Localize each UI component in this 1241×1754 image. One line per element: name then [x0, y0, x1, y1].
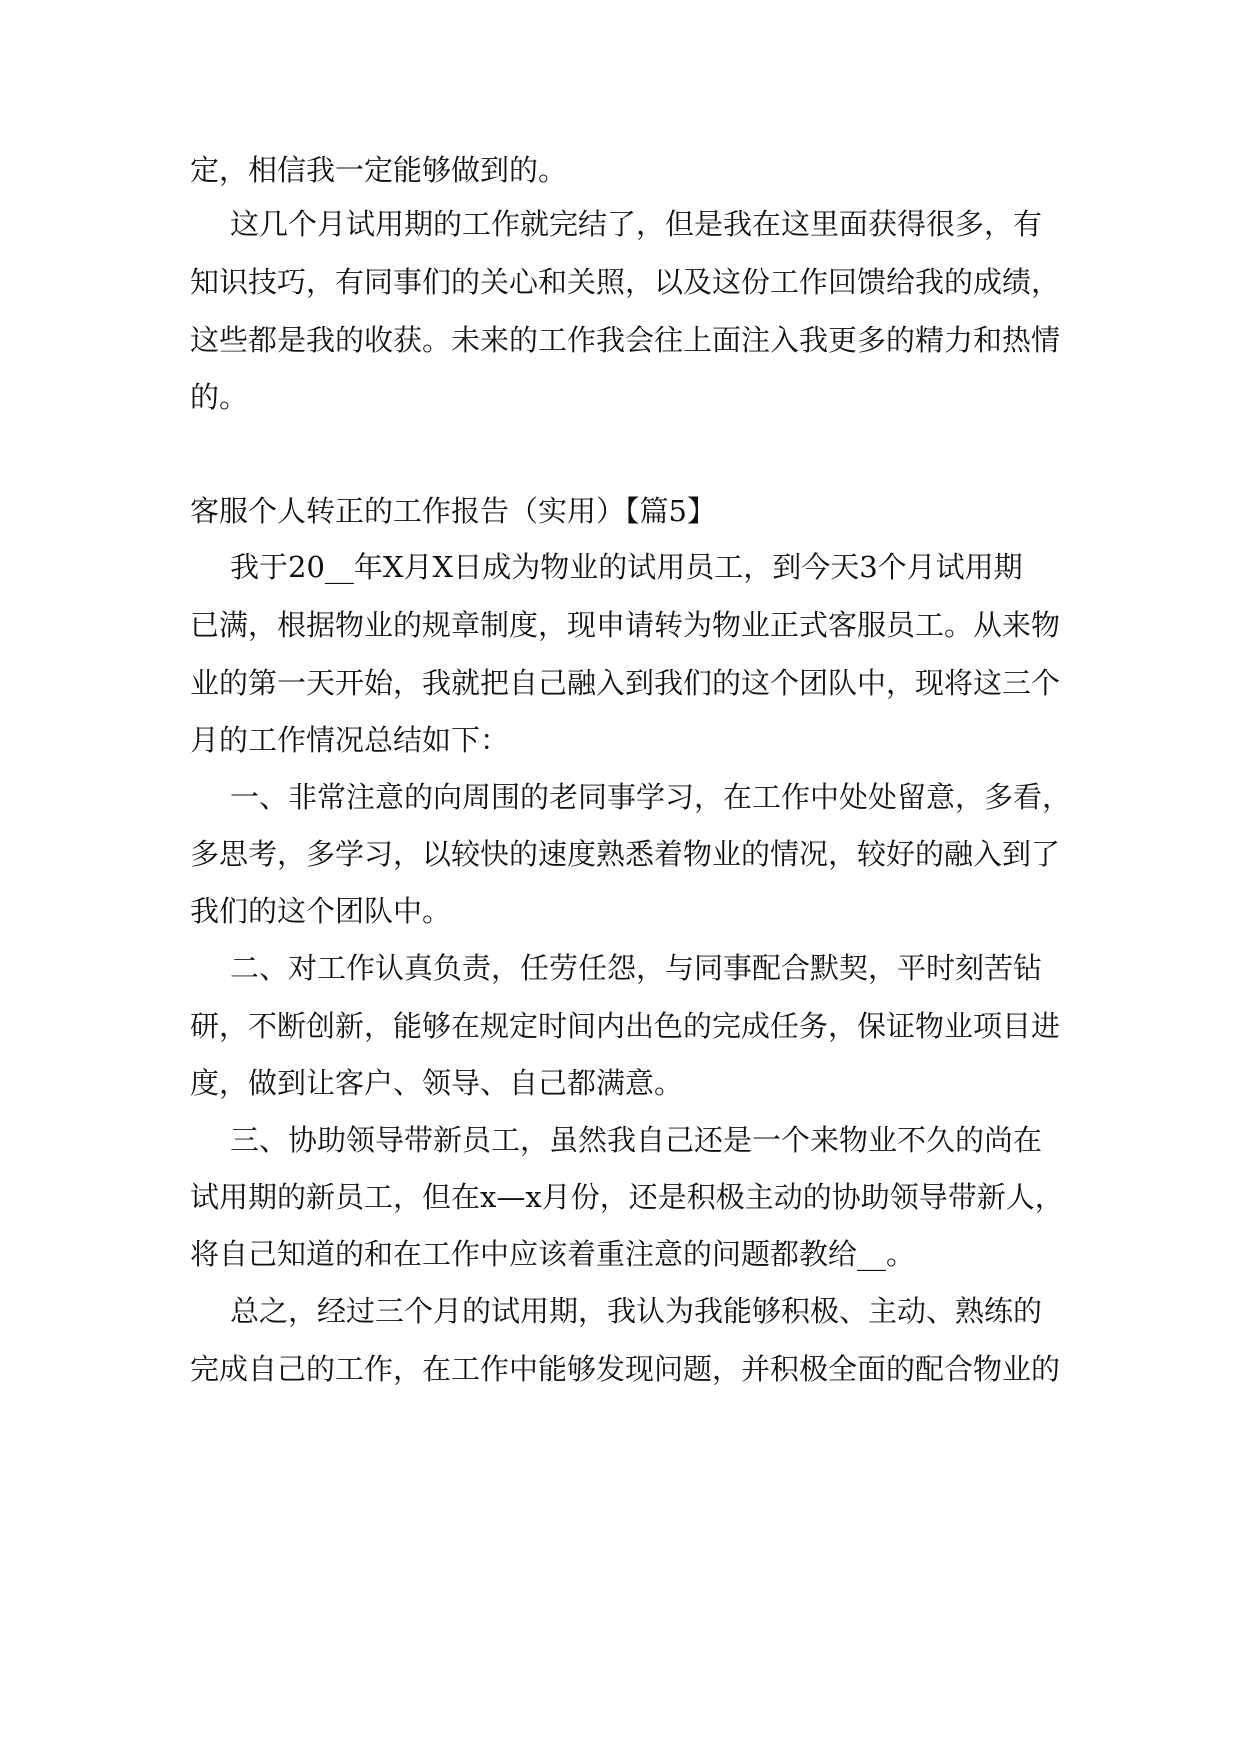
paragraph-line: 将自己知道的和在工作中应该着重注意的问题都教给__。	[190, 1237, 916, 1271]
paragraph-line: 我们的这个团队中。	[190, 894, 452, 928]
paragraph-line: 总之，经过三个月的试用期，我认为我能够积极、主动、熟练的	[230, 1294, 1043, 1328]
paragraph-line: 已满，根据物业的规章制度，现申请转为物业正式客服员工。从来物	[190, 608, 1061, 642]
paragraph-line: 三、协助领导带新员工，虽然我自己还是一个来物业不久的尚在	[230, 1123, 1043, 1157]
paragraph-line: 知识技巧，有同事们的关心和关照，以及这份工作回馈给我的成绩，	[190, 265, 1061, 299]
paragraph-line: 业的第一天开始，我就把自己融入到我们的这个团队中，现将这三个	[190, 666, 1061, 700]
paragraph-line: 的。	[190, 380, 249, 414]
section-heading: 客服个人转正的工作报告（实用）【篇5】	[190, 494, 716, 528]
paragraph-line: 多思考，多学习，以较快的速度熟悉着物业的情况，较好的融入到了	[190, 837, 1061, 871]
paragraph-line: 研，不断创新，能够在规定时间内出色的完成任务，保证物业项目进	[190, 1009, 1061, 1043]
paragraph-line: 二、对工作认真负责，任劳任怨，与同事配合默契，平时刻苦钻	[230, 951, 1043, 985]
paragraph-line: 这些都是我的收获。未来的工作我会往上面注入我更多的精力和热情	[190, 323, 1061, 357]
paragraph-line: 月的工作情况总结如下：	[190, 723, 510, 757]
paragraph-line: 定，相信我一定能够做到的。	[190, 153, 568, 187]
paragraph-line: 我于20__年X月X日成为物业的试用员工，到今天3个月试用期	[230, 550, 1023, 584]
paragraph-line: 完成自己的工作，在工作中能够发现问题，并积极全面的配合物业的	[190, 1352, 1061, 1386]
paragraph-line: 试用期的新员工，但在x—x月份，还是积极主动的协助领导带新人，	[190, 1180, 1064, 1214]
paragraph-line: 这几个月试用期的工作就完结了，但是我在这里面获得很多，有	[230, 207, 1043, 241]
paragraph-line: 度，做到让客户、领导、自己都满意。	[190, 1066, 684, 1100]
paragraph-line: 一、非常注意的向周围的老同事学习，在工作中处处留意，多看，	[230, 780, 1072, 814]
